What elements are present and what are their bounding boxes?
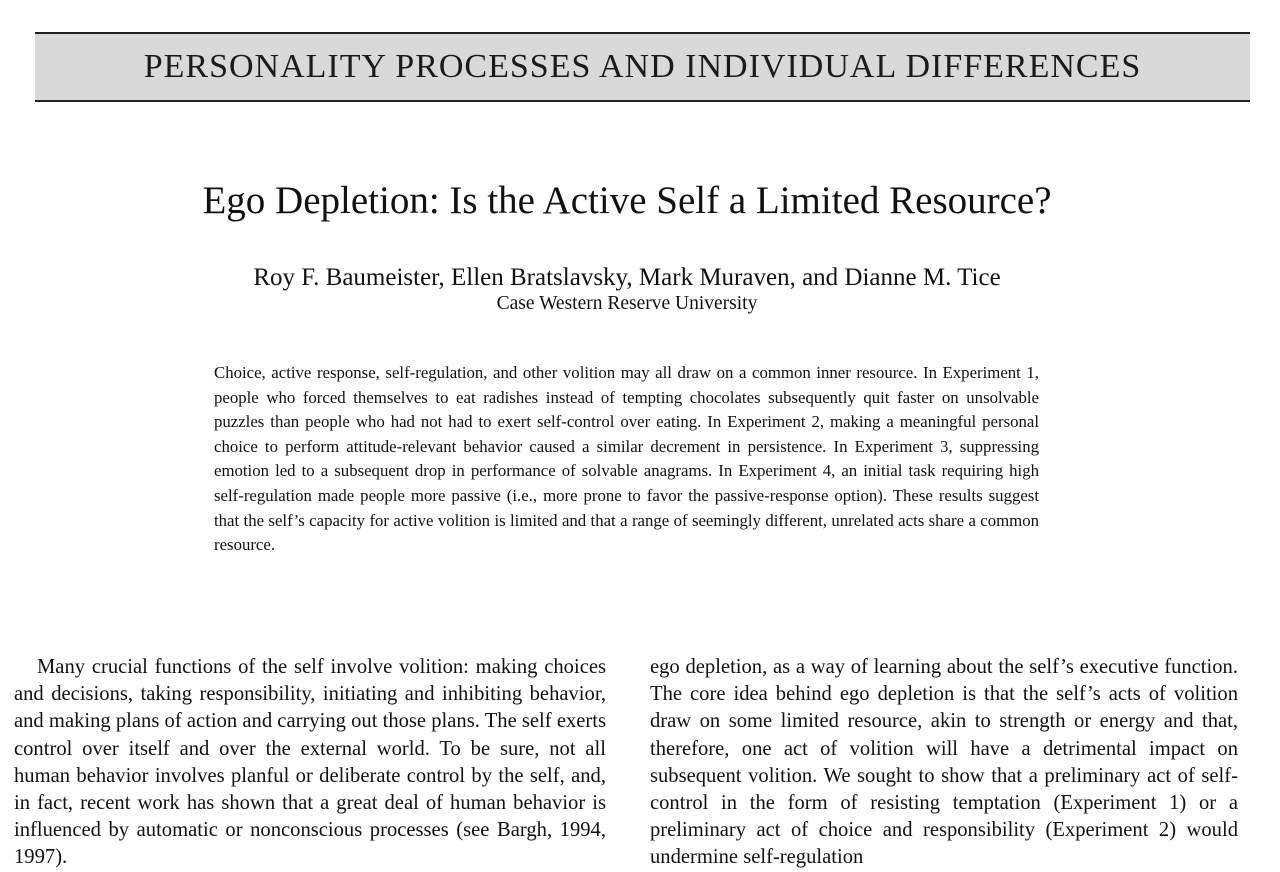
author-affiliation: Case Western Reserve University [496,293,758,314]
body-column-left [14,654,606,872]
body-column-right [650,654,1238,872]
body-paragraph: Many crucial functions of the self involve volition: making choices and decisions, taking responsibility, initiating and inhibiting behavior, and making plans of action and carrying out those plans. The self exerts control over itself and over the external world. To be sure, not all human behavior involves planful or deliberate control by the self, and, in fact, recent work has shown that a great deal of human behavior is influenced by automatic or nonconscious processes (see Bargh, 1994, 1997). [14,656,606,869]
body-paragraph: ego depletion, as a way of learning about the self’s executive function. The core idea behind ego depletion is that the self’s acts of volition draw on some limited resource, akin to strength or energy and that, therefore, one act of volition will have a detrimental impact on subsequent volition. We sought to show that a preliminary act of self-control in the form of resisting temptation (Experiment 1) or a preliminary act of choice and responsibility (Experiment 2) would undermine self-regulation [650,656,1238,869]
article-authors: Roy F. Baumeister, Ellen Bratslavsky, Mark Muraven, and Dianne M. Tice [253,264,1001,291]
section-heading: PERSONALITY PROCESSES AND INDIVIDUAL DIFFERENCES [143,48,1142,85]
section-banner [35,32,1250,102]
article-title: Ego Depletion: Is the Active Self a Limited Resource? [202,179,1052,222]
abstract: Choice, active response, self-regulation, and other volition may all draw on a common inner resource. In Experiment 1, people who forced themselves to eat radishes instead of tempting chocolates subsequently quit faster on unsolvable puzzles than people who had not had to exert self-control over eating. In Experiment 2, making a meaningful personal choice to perform attitude-relevant behavior caused a similar decrement in persistence. In Experiment 3, suppressing emotion led to a subsequent drop in performance of solvable anagrams. In Experiment 4, an initial task requiring high self-regulation made people more passive (i.e., more prone to favor the passive-response option). These results suggest that the self’s capacity for active volition is limited and that a range of seemingly different, unrelated acts share a common resource. [214,363,1039,555]
